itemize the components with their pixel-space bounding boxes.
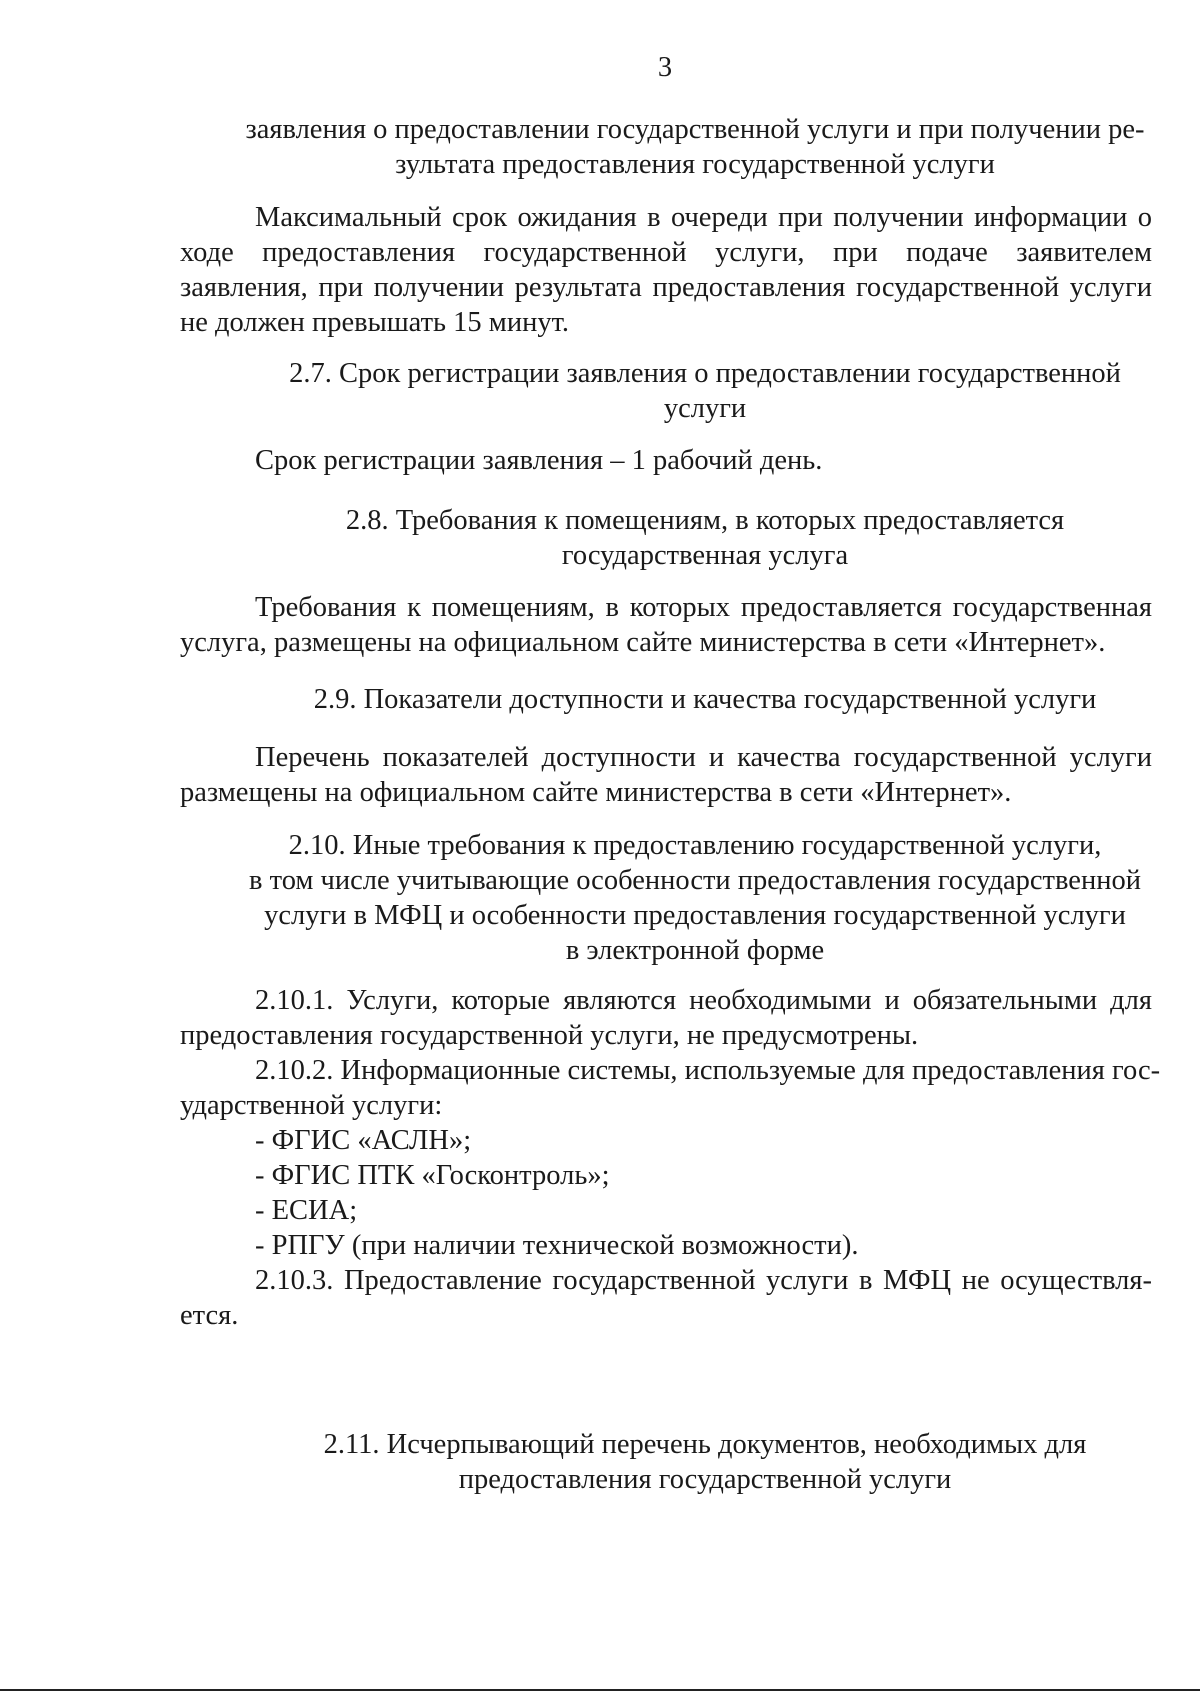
section-heading-2-8: 2.8. Требования к помещениям, в которых предоставляется государственная услуга xyxy=(345,505,1065,571)
list-item: - ФГИС ПТК «Госконтроль»; xyxy=(255,1160,610,1191)
paragraph-2-8: Требования к помещениям, в которых предоставляется государственная услуга, размещены на официальном сайте министерства в сети «Интернет». xyxy=(180,592,1152,658)
paragraph-2-10-1: 2.10.1. Услуги, которые являются необходимыми и обязательными для предоставления государственной услуги, не предусмотрены. xyxy=(180,985,1152,1051)
section-heading-2-10: 2.10. Иные требования к предоставлению государственной услуги, в том числе учитывающие особенности предоставления государственной услуги в МФЦ и особенности предоставления государственной услуги в электронной форме xyxy=(249,830,1141,966)
section-heading-2-11: 2.11. Исчерпывающий перечень документов, необходимых для предоставления государственной услуги xyxy=(323,1429,1087,1495)
page-bottom-rule xyxy=(0,1689,1200,1691)
paragraph-2-10-2-line: 2.10.2. Информационные системы, используемые для предоставления гос- xyxy=(255,1055,1161,1086)
list-item: - ЕСИА; xyxy=(255,1195,358,1226)
paragraph-wait-time: Максимальный срок ожидания в очереди при получении информации о ходе предоставления государственной услуги, при подаче заявителем заявления, при получении результата предоставления государственной услуги не должен превышать 15 минут. xyxy=(180,202,1152,338)
paragraph-2-10-3-line: 2.10.3. Предоставление государственной услуги в МФЦ не осуществля- xyxy=(255,1265,1152,1296)
paragraph-2-7: Срок регистрации заявления – 1 рабочий день. xyxy=(255,445,823,476)
section-heading-2-7: 2.7. Срок регистрации заявления о предоставлении государственной услуги xyxy=(289,358,1121,424)
page-number: 3 xyxy=(657,52,673,83)
list-item: - ФГИС «АСЛН»; xyxy=(255,1125,472,1156)
list-item: - РПГУ (при наличии технической возможности). xyxy=(255,1230,859,1261)
section-heading-2-9: 2.9. Показатели доступности и качества государственной услуги xyxy=(313,684,1097,715)
paragraph-2-10-3-line: ется. xyxy=(180,1300,239,1331)
continued-heading: заявления о предоставлении государственной услуги и при получении ре- зультата предоставления государственной услуги xyxy=(245,114,1145,180)
paragraph-2-9: Перечень показателей доступности и качества государственной услуги размещены на официальном сайте министерства в сети «Интернет». xyxy=(180,742,1152,808)
paragraph-2-10-2-line: ударственной услуги: xyxy=(180,1090,443,1121)
